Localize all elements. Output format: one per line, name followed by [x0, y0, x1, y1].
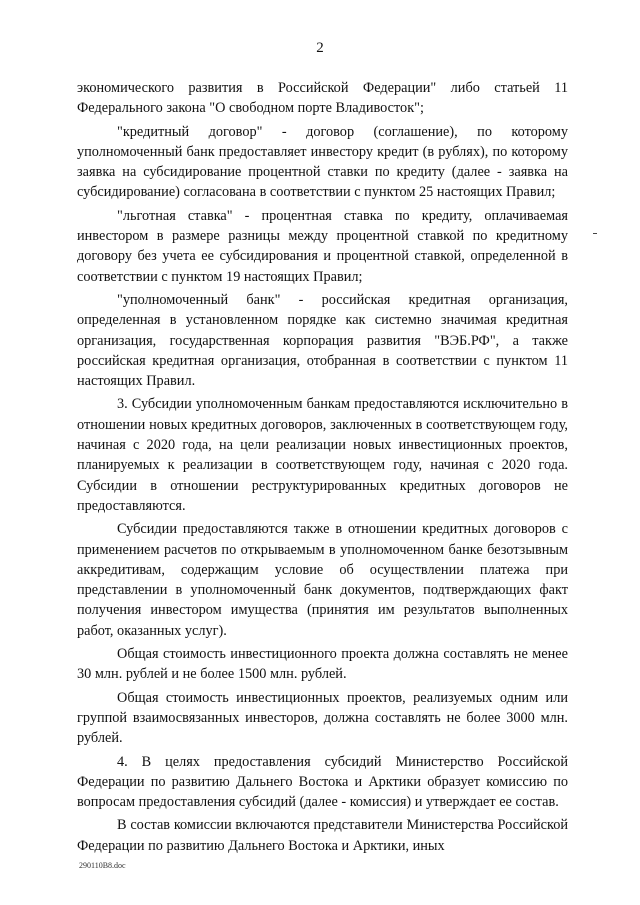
document-body: [77, 78, 568, 859]
page-number: 2: [316, 40, 324, 56]
definition-preferential-rate: "льготная ставка" - процентная ставка по кредиту, оплачиваемая инвестором в размере разницы между процентной ставкой по кредитному договору без учета ее субсидирования и процентной ставкой, определенной в соответствии с пунктом 19 настоящих Правил;: [77, 207, 568, 285]
footer-file-code: 290110B8.doc: [79, 861, 126, 870]
paragraph-project-cost: Общая стоимость инвестиционного проекта должна составлять не менее 30 млн. рублей и не более 1500 млн. рублей.: [77, 646, 568, 683]
paragraph-total-projects-cost: Общая стоимость инвестиционных проектов, реализуемых одним или группой взаимосвязанных инвесторов, должна составлять не более 3000 млн. рублей.: [77, 689, 568, 747]
definition-authorized-bank: "уполномоченный банк" - российская кредитная организация, определенная в установленном порядке как системно значимая кредитная организация, государственная корпорация развития "ВЭБ.РФ", а также российская кредитная организация, отобранная в соответствии с пунктом 11 настоящих Правил.: [77, 291, 568, 390]
clause-4: 4. В целях предоставления субсидий Министерство Российской Федерации по развитию Дальнего Востока и Арктики образует комиссию по вопросам предоставления субсидий (далее - комиссия) и утверждает ее состав.: [77, 753, 568, 811]
paragraph-letters-of-credit: Субсидии предоставляются также в отношении кредитных договоров с применением расчетов по открываемым в уполномоченном банке безотзывным аккредитивам, содержащим условие об осуществлении платежа при представлении в уполномоченный банк документов, подтверждающих факт получения инвестором имущества (принятия им результатов выполненных работ, оказанных услуг).: [77, 521, 568, 639]
paragraph-continuation: экономического развития в Российской Федерации" либо статьей 11 Федерального закона "О свободном порте Владивосток";: [77, 80, 568, 117]
definition-credit-agreement: "кредитный договор" - договор (соглашение), по которому уполномоченный банк предоставляет инвестору кредит (в рублях), по которому заявка на субсидирование процентной ставки по кредиту (далее - заявка на субсидирование) согласована в соответствии с пунктом 25 настоящих Правил;: [77, 123, 568, 201]
paragraph-commission-members: В состав комиссии включаются представители Министерства Российской Федерации по развитию Дальнего Востока и Арктики, иных: [77, 817, 568, 854]
clause-3: 3. Субсидии уполномоченным банкам предоставляются исключительно в отношении новых кредитных договоров, заключенных в соответствующем году, начиная с 2020 года, на цели реализации новых инвестиционных проектов, планируемых к реализации в соответствующем году, начиная с 2020 года. Субсидии в отношении реструктурированных кредитных договоров не предоставляются.: [77, 396, 568, 514]
scan-mark: [593, 233, 597, 234]
